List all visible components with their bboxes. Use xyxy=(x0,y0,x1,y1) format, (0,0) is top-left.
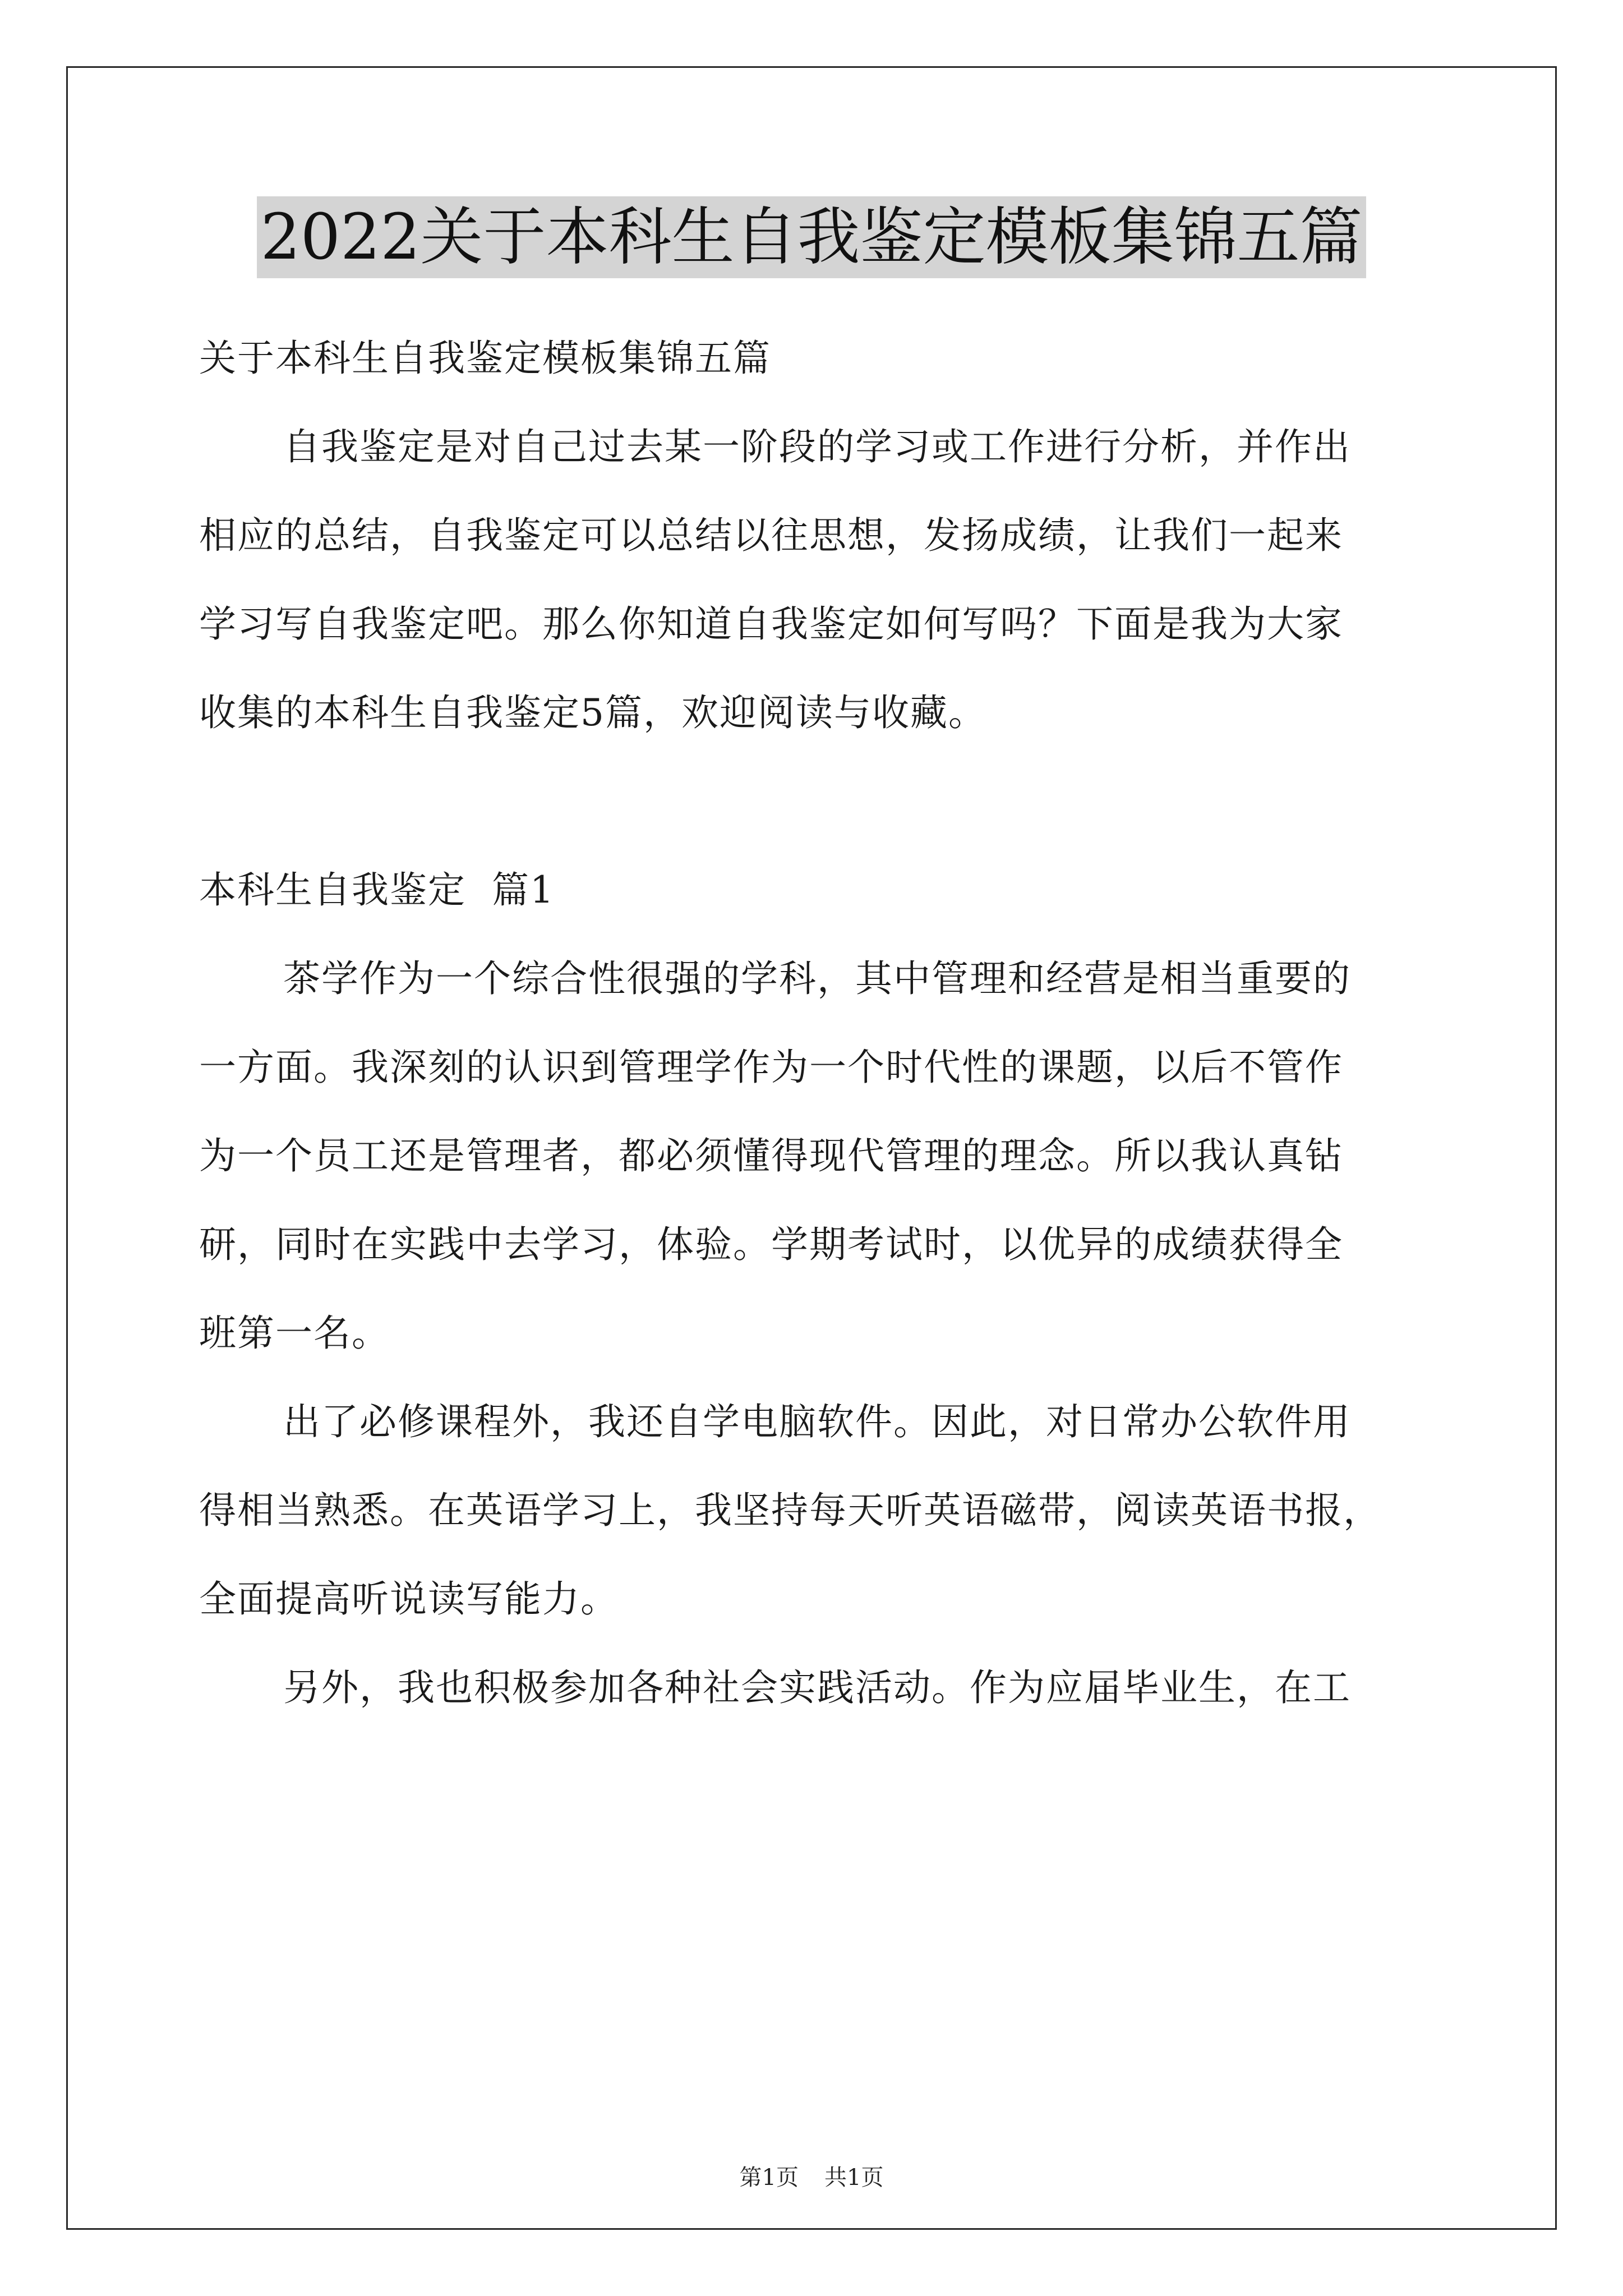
paragraph-line: 出了必修课程外，我还自学电脑软件。因此，对日常办公软件用 xyxy=(283,1400,1351,1443)
intro-line: 相应的总结，自我鉴定可以总结以往思想，发扬成绩，让我们一起来 xyxy=(199,514,1343,557)
title-container xyxy=(0,196,1623,278)
paragraph-line: 得相当熟悉。在英语学习上，我坚持每天听英语磁带，阅读英语书报， xyxy=(199,1489,1381,1532)
page-number-total: 共1页 xyxy=(824,2165,884,2191)
document-title: 2022关于本科生自我鉴定模板集锦五篇 xyxy=(257,196,1366,278)
document-body xyxy=(199,314,1427,1732)
intro-line: 学习写自我鉴定吧。那么你知道自我鉴定如何写吗？下面是我为大家 xyxy=(199,602,1343,646)
document-subtitle: 关于本科生自我鉴定模板集锦五篇 xyxy=(199,337,771,380)
page-number-current: 第1页 xyxy=(739,2165,799,2191)
intro-line: 自我鉴定是对自己过去某一阶段的学习或工作进行分析，并作出 xyxy=(283,425,1351,468)
page-footer xyxy=(0,2160,1623,2192)
paragraph-line: 班第一名。 xyxy=(199,1312,390,1355)
paragraph-line: 全面提高听说读写能力。 xyxy=(199,1577,619,1621)
paragraph-line: 为一个员工还是管理者，都必须懂得现代管理的理念。所以我认真钻 xyxy=(199,1134,1343,1177)
paragraph-line: 一方面。我深刻的认识到管理学作为一个时代性的课题，以后不管作 xyxy=(199,1046,1343,1089)
paragraph-line: 茶学作为一个综合性很强的学科，其中管理和经营是相当重要的 xyxy=(283,957,1351,1000)
paragraph-line: 研，同时在实践中去学习，体验。学期考试时，以优异的成绩获得全 xyxy=(199,1223,1343,1266)
blank-line xyxy=(199,757,1427,846)
section-heading: 本科生自我鉴定 篇1 xyxy=(199,868,555,912)
intro-line: 收集的本科生自我鉴定5篇，欢迎阅读与收藏。 xyxy=(199,691,986,734)
paragraph-line: 另外，我也积极参加各种社会实践活动。作为应届毕业生，在工 xyxy=(283,1666,1351,1709)
